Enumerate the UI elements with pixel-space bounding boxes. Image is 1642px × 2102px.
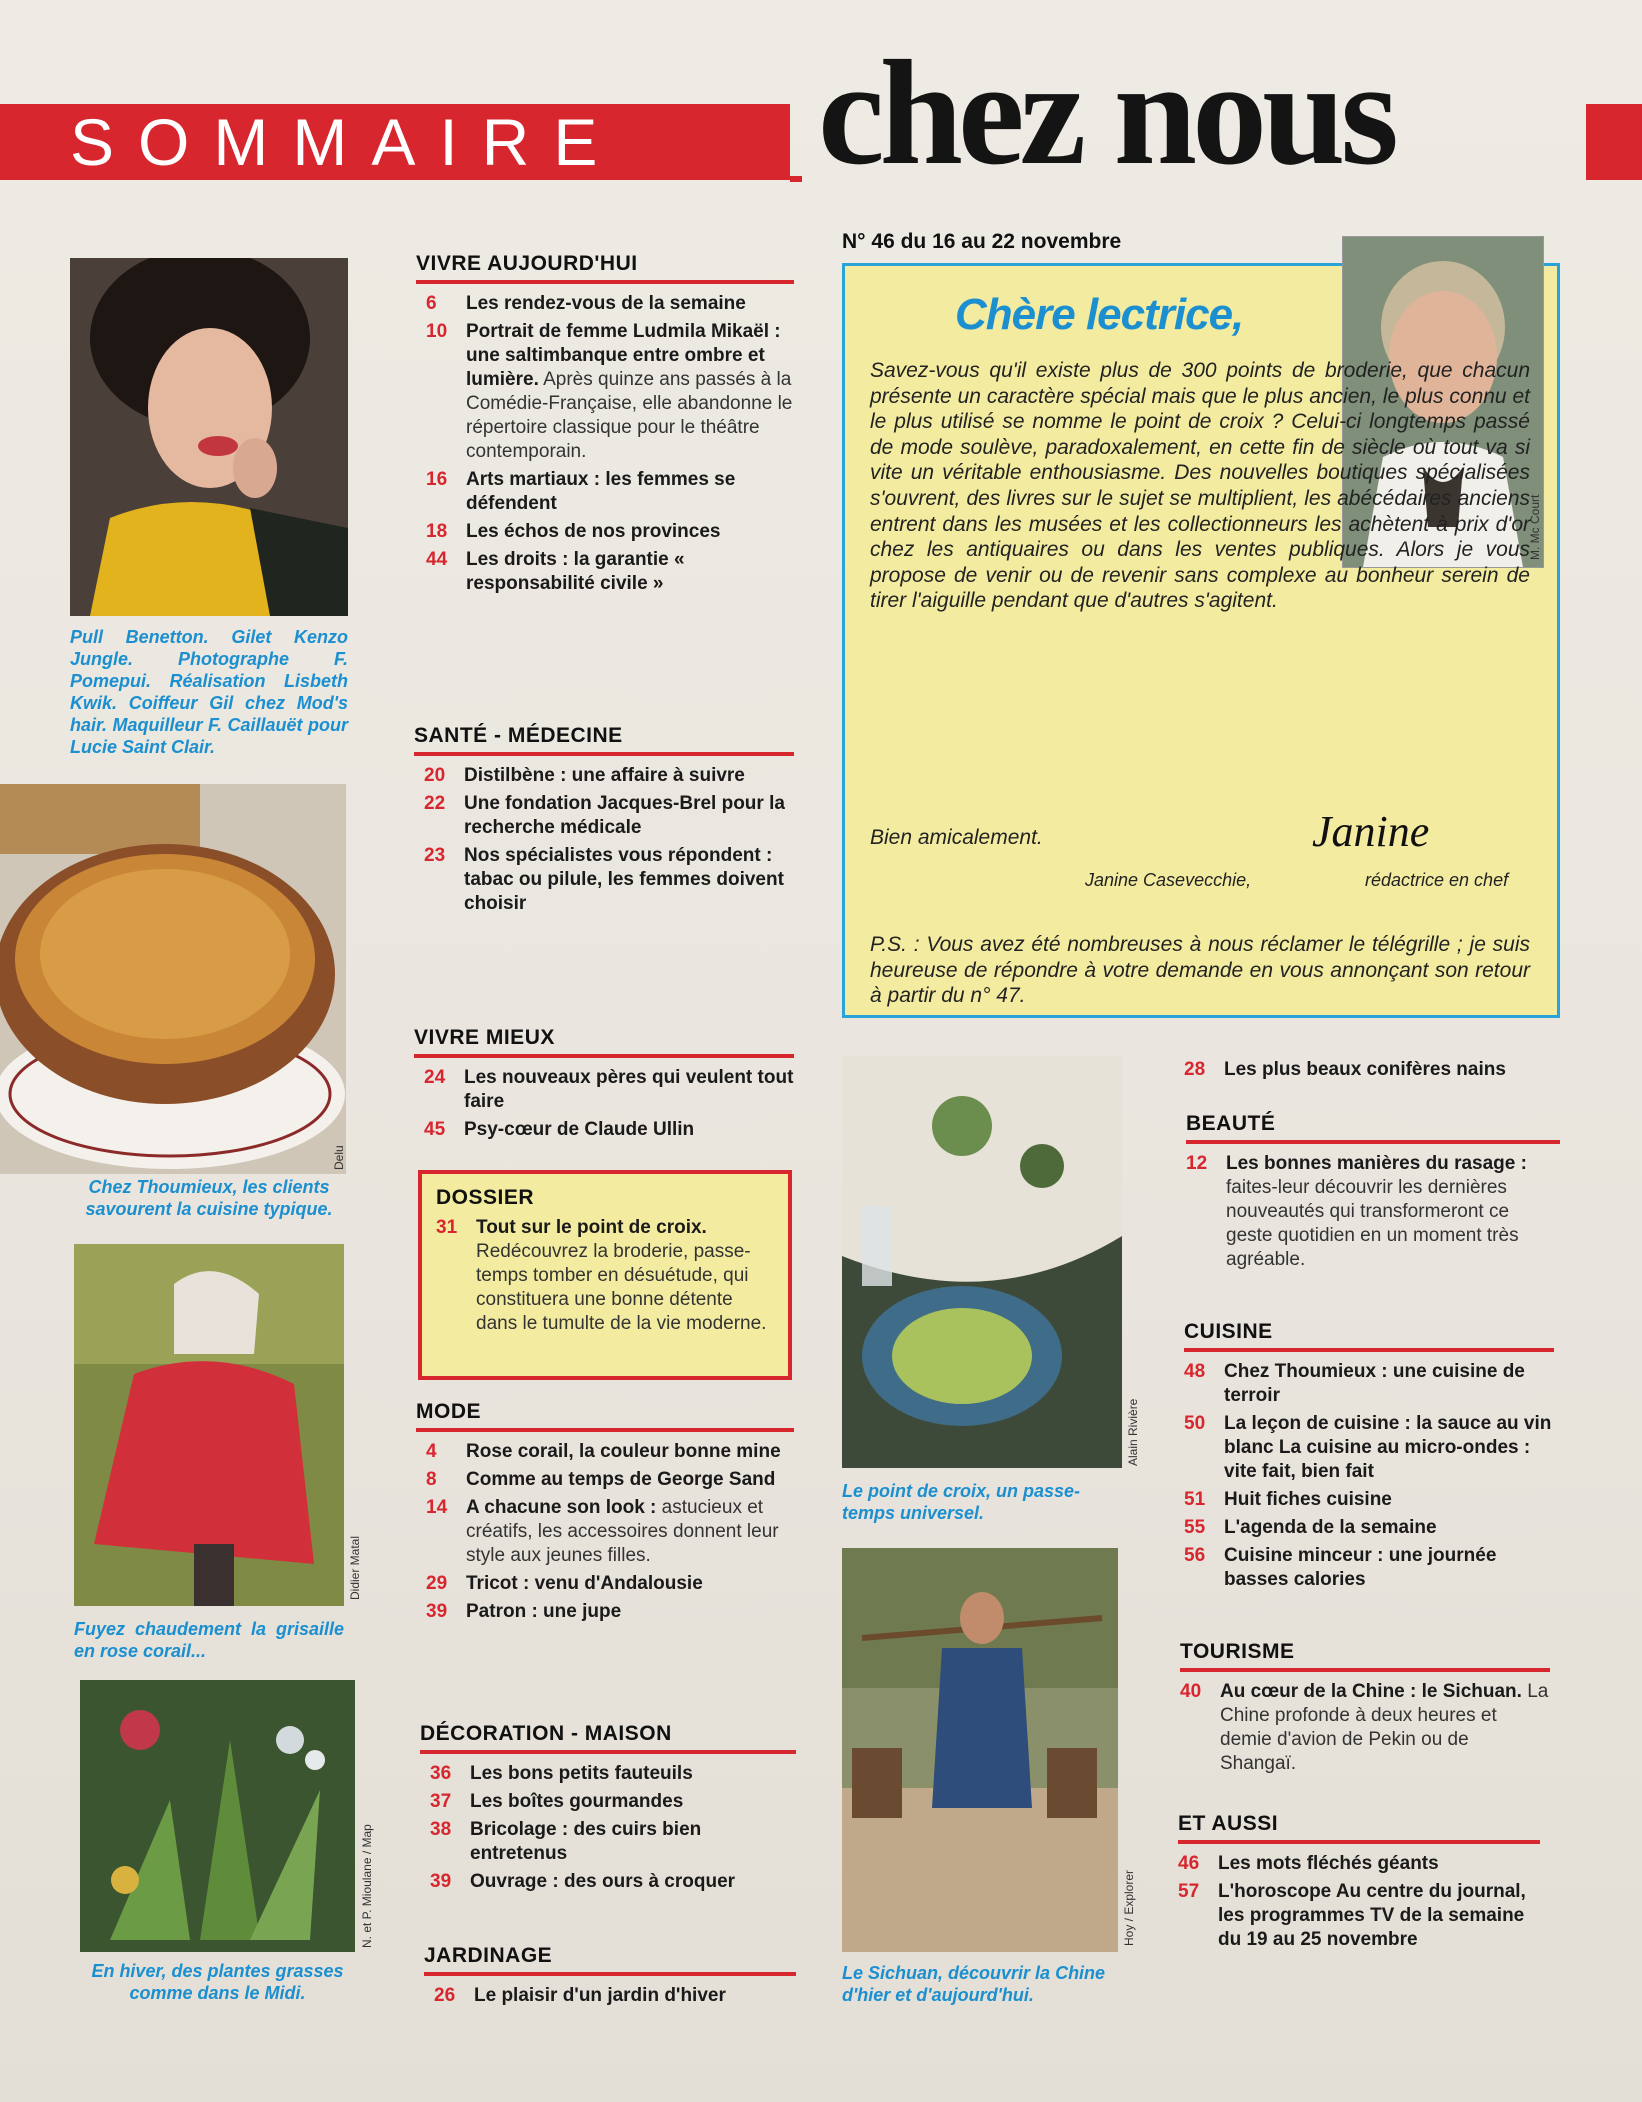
page-number: 40 bbox=[1180, 1681, 1202, 1702]
photo-woman-portrait bbox=[70, 258, 348, 616]
magazine-logo: chez nous bbox=[818, 30, 1394, 196]
section-tourisme bbox=[1180, 1640, 1550, 1776]
page-number: 51 bbox=[1184, 1489, 1206, 1510]
entry-title: Les mots fléchés géants bbox=[1218, 1853, 1439, 1874]
entry-title: Distilbène : une affaire à suivre bbox=[464, 765, 745, 786]
section-title: TOURISME bbox=[1180, 1640, 1550, 1672]
toc-entry[interactable] bbox=[1178, 1852, 1540, 1876]
toc-entry[interactable] bbox=[426, 1572, 794, 1596]
editorial-closing: Bien amicalement. bbox=[870, 826, 1043, 849]
section-title: VIVRE AUJOURD'HUI bbox=[416, 252, 794, 284]
credit-delu: Delu bbox=[332, 1145, 346, 1170]
section-title: MODE bbox=[416, 1400, 794, 1432]
page-number: 18 bbox=[426, 521, 448, 542]
entry-description: La Chine profonde à deux heures et demie d'avion de Pekin ou de Shangaï. bbox=[1220, 1681, 1549, 1774]
page-number: 20 bbox=[424, 765, 446, 786]
toc-entry[interactable] bbox=[426, 468, 794, 516]
page-number: 12 bbox=[1186, 1153, 1208, 1174]
toc-entry[interactable] bbox=[424, 792, 794, 840]
toc-entry[interactable] bbox=[426, 1468, 794, 1492]
toc-entry[interactable] bbox=[430, 1790, 796, 1814]
section-sante bbox=[414, 724, 794, 916]
entry-title: Arts martiaux : les femmes se défendent bbox=[466, 469, 736, 514]
entry-title: Les rendez-vous de la semaine bbox=[466, 293, 746, 314]
credit-explorer: Hoy / Explorer bbox=[1122, 1869, 1136, 1946]
entry-title: Au cœur de la Chine : le Sichuan. bbox=[1220, 1681, 1522, 1702]
toc-entry[interactable] bbox=[424, 1066, 794, 1114]
entry-description: astucieux et créatifs, les accessoires donnent leur style aux jeunes filles. bbox=[466, 1497, 779, 1566]
entry-title: Psy-cœur de Claude Ullin bbox=[464, 1119, 695, 1140]
entry-title: Bricolage : des cuirs bien entretenus bbox=[470, 1819, 702, 1864]
entry-description: Redécouvrez la broderie, passe-temps tomber en désuétude, qui constituera une bonne détente dans le tumulte de la vie moderne. bbox=[476, 1241, 767, 1334]
toc-entry[interactable] bbox=[1186, 1152, 1560, 1272]
section-et-aussi bbox=[1178, 1812, 1540, 1952]
toc-entry[interactable] bbox=[426, 1600, 794, 1624]
page-number: 16 bbox=[426, 469, 448, 490]
page-number: 29 bbox=[426, 1573, 448, 1594]
toc-entry[interactable] bbox=[430, 1762, 796, 1786]
entry-title: La leçon de cuisine : la sauce au vin blanc La cuisine au micro-ondes : vite fait, bien fait bbox=[1224, 1413, 1552, 1482]
issue-number: N° 46 du 16 au 22 novembre bbox=[842, 230, 1122, 253]
entry-title: Portrait de femme Ludmila Mikaël : une saltimbanque entre ombre et lumière. bbox=[466, 321, 781, 390]
page-number: 4 bbox=[426, 1441, 437, 1462]
section-title: SANTÉ - MÉDECINE bbox=[414, 724, 794, 756]
entry-title: L'horoscope Au centre du journal, les programmes TV de la semaine du 19 au 25 novembre bbox=[1218, 1881, 1526, 1950]
photo-red-coat bbox=[74, 1244, 344, 1606]
toc-entry[interactable] bbox=[1184, 1544, 1554, 1592]
section-decoration bbox=[420, 1722, 796, 1894]
toc-entry[interactable] bbox=[426, 520, 794, 544]
page-number: 44 bbox=[426, 549, 448, 570]
caption-sichuan: Le Sichuan, découvrir la Chine d'hier et d'aujourd'hui. bbox=[842, 1963, 1106, 2005]
section-beaute bbox=[1186, 1112, 1560, 1272]
page-number: 39 bbox=[430, 1871, 452, 1892]
toc-entry[interactable] bbox=[1184, 1360, 1554, 1408]
caption-thoumieux: Chez Thoumieux, les clients savourent la cuisine typique. bbox=[85, 1177, 333, 1219]
editorial-body bbox=[870, 358, 1530, 614]
caption-portrait: Pull Benetton. Gilet Kenzo Jungle. Photographe F. Pomepui. Réalisation Lisbeth Kwik. Coiffeur Gil chez Mod's hair. Maquilleur F. Caillauët pour Lucie Saint Clair. bbox=[70, 627, 348, 757]
page-number: 23 bbox=[424, 845, 446, 866]
photo-plants bbox=[80, 1680, 355, 1952]
toc-entry[interactable] bbox=[430, 1870, 796, 1894]
entry-title: Les nouveaux pères qui veulent tout faire bbox=[464, 1067, 794, 1112]
page-number: 46 bbox=[1178, 1853, 1200, 1874]
entry-title: Tout sur le point de croix. bbox=[476, 1217, 707, 1238]
page-number: 24 bbox=[424, 1067, 446, 1088]
entry-title: Les échos de nos provinces bbox=[466, 521, 721, 542]
toc-entry[interactable] bbox=[1184, 1488, 1554, 1512]
editorial-author: Janine Casevecchie, bbox=[1085, 870, 1252, 890]
page-number: 55 bbox=[1184, 1517, 1206, 1538]
entry-title: Les boîtes gourmandes bbox=[470, 1791, 684, 1812]
toc-entry[interactable] bbox=[430, 1818, 796, 1866]
section-title: DOSSIER bbox=[436, 1186, 535, 1209]
caption-cross-stitch: Le point de croix, un passe-temps universel. bbox=[842, 1481, 1081, 1523]
caption-rose-corail: Fuyez chaudement la grisaille en rose corail... bbox=[74, 1619, 344, 1661]
credit-riviere: Alain Rivière bbox=[1126, 1398, 1140, 1466]
page-number: 6 bbox=[426, 293, 437, 314]
page-number: 26 bbox=[434, 1985, 456, 2006]
caption-plants: En hiver, des plantes grasses comme dans le Midi. bbox=[91, 1961, 344, 2003]
toc-entry[interactable] bbox=[1180, 1680, 1550, 1776]
entry-title: Les bons petits fauteuils bbox=[470, 1763, 693, 1784]
entry-title: Le plaisir d'un jardin d'hiver bbox=[474, 1985, 726, 2006]
section-jardinage bbox=[424, 1944, 796, 2008]
page-number: 8 bbox=[426, 1469, 437, 1490]
editorial-role: rédactrice en chef bbox=[1365, 870, 1509, 890]
page-number: 31 bbox=[436, 1217, 458, 1238]
page-number: 45 bbox=[424, 1119, 446, 1140]
entry-title: Cuisine minceur : une journée basses calories bbox=[1224, 1545, 1497, 1590]
section-title: VIVRE MIEUX bbox=[414, 1026, 794, 1058]
toc-entry[interactable] bbox=[426, 292, 794, 316]
section-title: BEAUTÉ bbox=[1186, 1112, 1560, 1144]
photo-cassoulet bbox=[0, 784, 346, 1174]
section-vivre-mieux bbox=[414, 1026, 794, 1142]
photo-sichuan bbox=[842, 1548, 1118, 1952]
section-title: CUISINE bbox=[1184, 1320, 1554, 1352]
toc-entry[interactable] bbox=[436, 1216, 774, 1336]
toc-entry[interactable] bbox=[1184, 1412, 1554, 1484]
page-number: 38 bbox=[430, 1819, 452, 1840]
section-title: JARDINAGE bbox=[424, 1944, 796, 1976]
editorial-ps: P.S. : Vous avez été nombreuses à nous réclamer le télégrille ; je suis heureuse de répondre à votre demande en vous annonçant son retour à partir du n° 47. bbox=[870, 933, 1530, 1008]
toc-entry[interactable] bbox=[1184, 1058, 1560, 1082]
header-accent bbox=[790, 176, 802, 182]
entry-title: A chacune son look : bbox=[466, 1497, 657, 1518]
entry-title: Ouvrage : des ours à croquer bbox=[470, 1871, 736, 1892]
entry-title: Une fondation Jacques-Brel pour la recherche médicale bbox=[464, 793, 785, 838]
page-number: 37 bbox=[430, 1791, 452, 1812]
section-jardinage-continued bbox=[1184, 1054, 1560, 1082]
page-number: 56 bbox=[1184, 1545, 1206, 1566]
entry-title: Chez Thoumieux : une cuisine de terroir bbox=[1224, 1361, 1525, 1406]
sommaire-title: SOMMAIRE bbox=[70, 105, 622, 179]
section-cuisine bbox=[1184, 1320, 1554, 1592]
entry-title: Les plus beaux conifères nains bbox=[1224, 1059, 1506, 1080]
editorial-greeting: Chère lectrice, bbox=[955, 290, 1244, 339]
entry-title: Comme au temps de George Sand bbox=[466, 1469, 776, 1490]
page-number: 50 bbox=[1184, 1413, 1206, 1434]
toc-entry[interactable] bbox=[424, 844, 794, 916]
page-number: 39 bbox=[426, 1601, 448, 1622]
page-number: 22 bbox=[424, 793, 446, 814]
section-mode bbox=[416, 1400, 794, 1624]
credit-mioulane: N. et P. Mioulane / Map bbox=[360, 1824, 374, 1948]
section-title: DÉCORATION - MAISON bbox=[420, 1722, 796, 1754]
toc-entry[interactable] bbox=[426, 1496, 794, 1568]
toc-entry[interactable] bbox=[426, 320, 794, 464]
credit-mccourt: M. Mc Court bbox=[1528, 494, 1542, 560]
entry-title: Nos spécialistes vous répondent : tabac ou pilule, les femmes doivent choisir bbox=[464, 845, 784, 914]
page-number: 10 bbox=[426, 321, 448, 342]
toc-entry[interactable] bbox=[1178, 1880, 1540, 1952]
toc-entry[interactable] bbox=[424, 1118, 794, 1142]
section-title: ET AUSSI bbox=[1178, 1812, 1540, 1844]
toc-entry[interactable] bbox=[426, 1440, 794, 1464]
page-number: 14 bbox=[426, 1497, 448, 1518]
credit-matal: Didier Matal bbox=[348, 1535, 362, 1600]
entry-description: Après quinze ans passés à la Comédie-Française, elle abandonne le répertoire classique pour le théâtre contemporain. bbox=[466, 369, 793, 462]
toc-entry[interactable] bbox=[426, 548, 794, 596]
entry-title: Rose corail, la couleur bonne mine bbox=[466, 1441, 781, 1462]
entry-title: Tricot : venu d'Andalousie bbox=[466, 1573, 703, 1594]
entry-description: faites-leur découvrir les dernières nouveautés qui transformeront ce geste quotidien en un moment très agréable. bbox=[1226, 1177, 1519, 1270]
toc-entry[interactable] bbox=[434, 1984, 796, 2008]
page-number: 36 bbox=[430, 1763, 452, 1784]
page-number: 48 bbox=[1184, 1361, 1206, 1382]
page-number: 28 bbox=[1184, 1059, 1206, 1080]
section-vivre-aujourdhui bbox=[416, 252, 794, 596]
dossier-box bbox=[418, 1170, 792, 1380]
entry-title: Patron : une jupe bbox=[466, 1601, 622, 1622]
toc-entry[interactable] bbox=[1184, 1516, 1554, 1540]
header-red-band-right bbox=[1586, 104, 1642, 180]
entry-title: Les bonnes manières du rasage : bbox=[1226, 1153, 1527, 1174]
entry-title: L'agenda de la semaine bbox=[1224, 1517, 1437, 1538]
entry-title: Huit fiches cuisine bbox=[1224, 1489, 1392, 1510]
editorial-body-text: Savez-vous qu'il existe plus de 300 points de broderie, que chacun présente un caractère spécial mais que le plus ancien, le plus connu et le plus utilisé se nomme le point de croix ? Celui-ci longtemps passé de mode soulève, paradoxalement, en cette fin de siècle où tout va si vite un véritable enthousiasme. Des nouvelles boutiques spécialisées s'ouvrent, des livres sur le sujet se multiplient, les abécédaires anciens entrent dans les musées et les collectionneurs les achètent à prix d'or chez les antiquaires ou dans les ventes publiques. Alors je vous propose de venir ou de revenir sans complexe au bonheur serein de tirer l'aiguille pendant que d'autres s'agitent. bbox=[870, 359, 1530, 613]
toc-entry[interactable] bbox=[424, 764, 794, 788]
handwritten-signature: Janine bbox=[1312, 807, 1430, 856]
photo-cross-stitch bbox=[842, 1056, 1122, 1468]
entry-title: Les droits : la garantie « responsabilité civile » bbox=[466, 549, 685, 594]
page-number: 57 bbox=[1178, 1881, 1200, 1902]
